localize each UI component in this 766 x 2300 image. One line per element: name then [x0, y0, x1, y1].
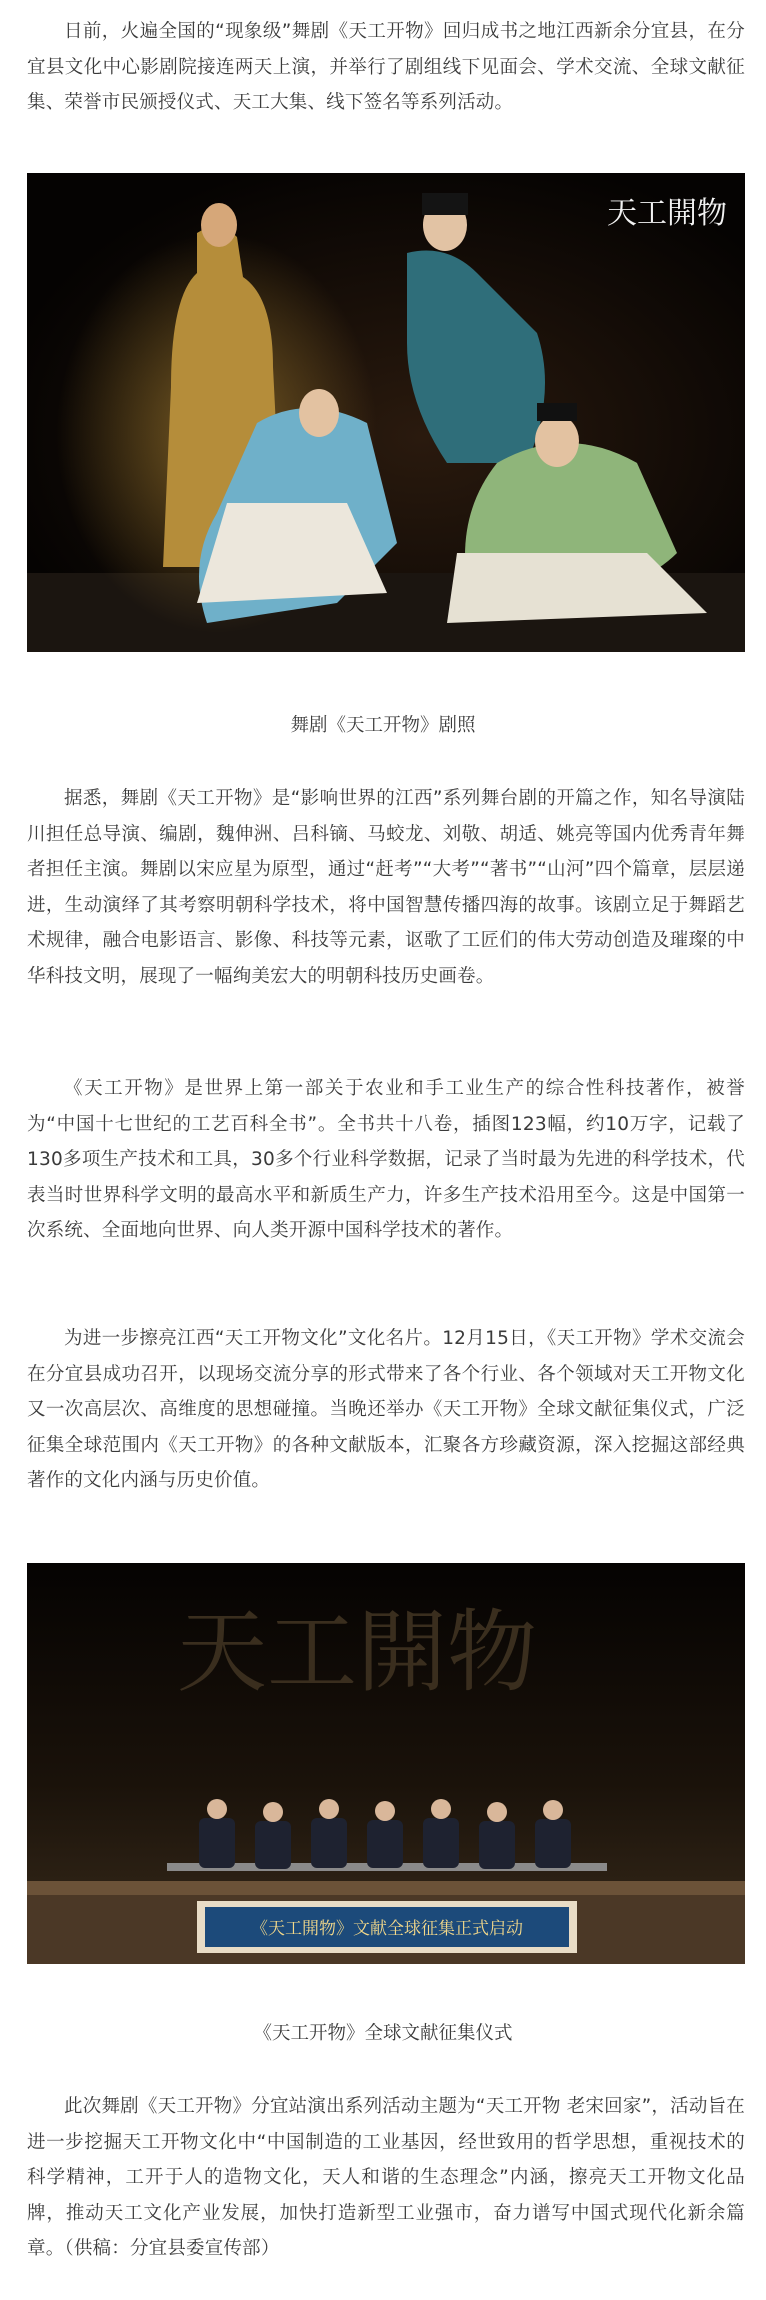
launch-banner: 《天工開物》文献全球征集正式启动	[251, 1919, 523, 1939]
ceremony-image	[27, 1563, 745, 1964]
dance-stage-image	[27, 173, 745, 652]
paragraph-intro: 日前，火遍全国的“现象级”舞剧《天工开物》回归成书之地江西新余分宜县，在分宜县文化中心影剧院接连两天上演，并举行了剧组线下见面会、学术交流、全球文献征集、荣誉市民颁授仪式、天工大集、线下签名等系列活动。	[27, 21, 745, 113]
caption-ceremony-photo: 《天工开物》全球文献征集仪式	[253, 2023, 513, 2044]
caption-stage-photo: 舞剧《天工开物》剧照	[290, 715, 476, 736]
paragraph-theme: 此次舞剧《天工开物》分宜站演出系列活动主题为“天工开物 老宋回家”，活动旨在进一步挖掘天工开物文化中“中国制造的工业基因，经世致用的哲学思想，重视技术的科学精神，工开于人的造物文化，天人和谐的生态理念”内涵，擦亮天工开物文化品牌，推动天工文化产业发展，加快打造新型工业强市，奋力谱写中国式现代化新余篇章。（供稿：分宜县委宣传部）	[27, 2096, 745, 2259]
ceremony-photo	[27, 1563, 745, 1964]
show-logo: 天工開物	[607, 196, 727, 231]
dance-stage-photo	[27, 173, 745, 652]
paragraph-ceremony: 为进一步擦亮江西“天工开物文化”文化名片。12月15日，《天工开物》学术交流会在分宜县成功召开，以现场交流分享的形式带来了各个行业、各个领域对天工开物文化又一次高层次、高维度的思想碰撞。当晚还举办《天工开物》全球文献征集仪式，广泛征集全球范围内《天工开物》的各种文献版本，汇聚各方珍藏资源，深入挖掘这部经典著作的文化内涵与历史价值。	[27, 1328, 745, 1491]
paragraph-production: 据悉，舞剧《天工开物》是“影响世界的江西”系列舞台剧的开篇之作，知名导演陆川担任总导演、编剧，魏伸洲、吕科镝、马蛟龙、刘敬、胡适、姚亮等国内优秀青年舞者担任主演。舞剧以宋应星为原型，通过“赶考”“大考”“著书”“山河”四个篇章，层层递进，生动演绎了其考察明朝科学技术，将中国智慧传播四海的故事。该剧立足于舞蹈艺术规律，融合电影语言、影像、科技等元素，讴歌了工匠们的伟大劳动创造及璀璨的中华科技文明，展现了一幅绚美宏大的明朝科技历史画卷。	[27, 788, 745, 987]
backdrop-title: 天工開物	[177, 1600, 537, 1705]
paragraph-book: 《天工开物》是世界上第一部关于农业和手工业生产的综合性科技著作，被誉为“中国十七世纪的工艺百科全书”。全书共十八卷，插图123幅，约10万字，记载了130多项生产技术和工具，30多个行业科学数据，记录了当时最为先进的科学技术，代表当时世界科学文明的最高水平和新质生产力，许多生产技术沿用至今。这是中国第一次系统、全面地向世界、向人类开源中国科学技术的著作。	[27, 1078, 745, 1241]
